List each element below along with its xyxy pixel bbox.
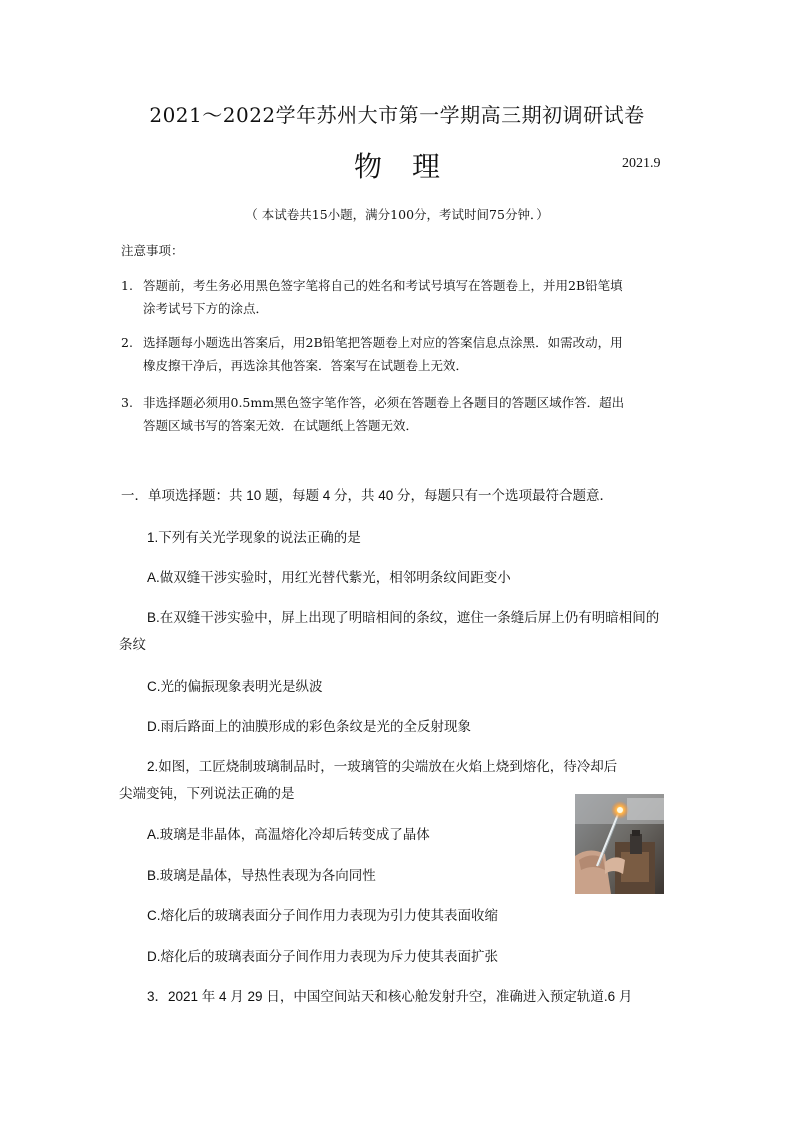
- notice-item-line: 涂考试号下方的涂点．: [143, 301, 269, 316]
- question-2-option-b: B.玻璃是晶体，导热性表现为各向同性: [147, 868, 376, 883]
- notice-item-line: 答题前，考生务必用黑色签字笔将自己的姓名和考试号填写在答题卷上，并用2B铅笔填: [143, 278, 623, 293]
- question-3-stem: 3．2021 年 4 月 29 日，中国空间站天和核心舱发射升空，准确进入预定轨道.6 月: [147, 989, 633, 1004]
- subject-title: 物理: [353, 150, 470, 183]
- notice-item-line: 选择题每小题选出答案后，用2B铅笔把答题卷上对应的答案信息点涂黑．如需改动，用: [143, 335, 623, 350]
- notice-item-line: 答题区域书写的答案无效．在试题纸上答题无效．: [143, 418, 419, 433]
- question-2-option-c: C.熔化后的玻璃表面分子间作用力表现为引力使其表面收缩: [147, 908, 498, 923]
- question-1-stem: 1.下列有关光学现象的说法正确的是: [147, 530, 361, 545]
- question-1-option-c: C.光的偏振现象表明光是纵波: [147, 679, 323, 694]
- notice-item-number: 2.: [121, 335, 133, 350]
- question-2-stem-continued: 尖端变钝，下列说法正确的是: [119, 786, 295, 801]
- notice-item-number: 3.: [121, 395, 133, 410]
- notice-heading: 注意事项：: [121, 243, 184, 258]
- exam-title: 2021～2022学年苏州大市第一学期高三期初调研试卷: [149, 103, 645, 127]
- notice-item-1: [121, 274, 681, 320]
- question-1-option-d: D.雨后路面上的油膜形成的彩色条纹是光的全反射现象: [147, 719, 471, 734]
- question-2-option-a: A.玻璃是非晶体，高温熔化冷却后转变成了晶体: [147, 827, 430, 842]
- notice-item-3: [121, 391, 681, 437]
- question-1-option-b-continued: 条纹: [119, 637, 146, 652]
- glassworking-photo: [575, 794, 664, 894]
- question-1-option-a: A.做双缝干涉实验时，用红光替代紫光，相邻明条纹间距变小: [147, 570, 511, 585]
- question-2-option-d: D.熔化后的玻璃表面分子间作用力表现为斥力使其表面扩张: [147, 949, 498, 964]
- notice-item-number: 1.: [121, 278, 133, 293]
- notice-item-line: 非选择题必须用0.5mm黑色签字笔作答，必须在答题卷上各题目的答题区域作答．超出: [143, 395, 625, 410]
- question-2-stem: 2.如图，工匠烧制玻璃制品时，一玻璃管的尖端放在火焰上烧到熔化，待冷却后: [147, 759, 618, 774]
- exam-date: 2021.9: [622, 156, 661, 171]
- notice-item-2: [121, 331, 681, 377]
- question-1-option-b: B.在双缝干涉实验中，屏上出现了明暗相间的条纹，遮住一条缝后屏上仍有明暗相间的: [147, 610, 660, 625]
- exam-info: （ 本试卷共15小题，满分100分，考试时间75分钟．）: [245, 207, 549, 222]
- section-heading: 一．单项选择题：共 10 题，每题 4 分，共 40 分，每题只有一个选项最符合题意．: [121, 488, 614, 503]
- notice-item-line: 橡皮擦干净后，再选涂其他答案．答案写在试题卷上无效．: [143, 358, 469, 373]
